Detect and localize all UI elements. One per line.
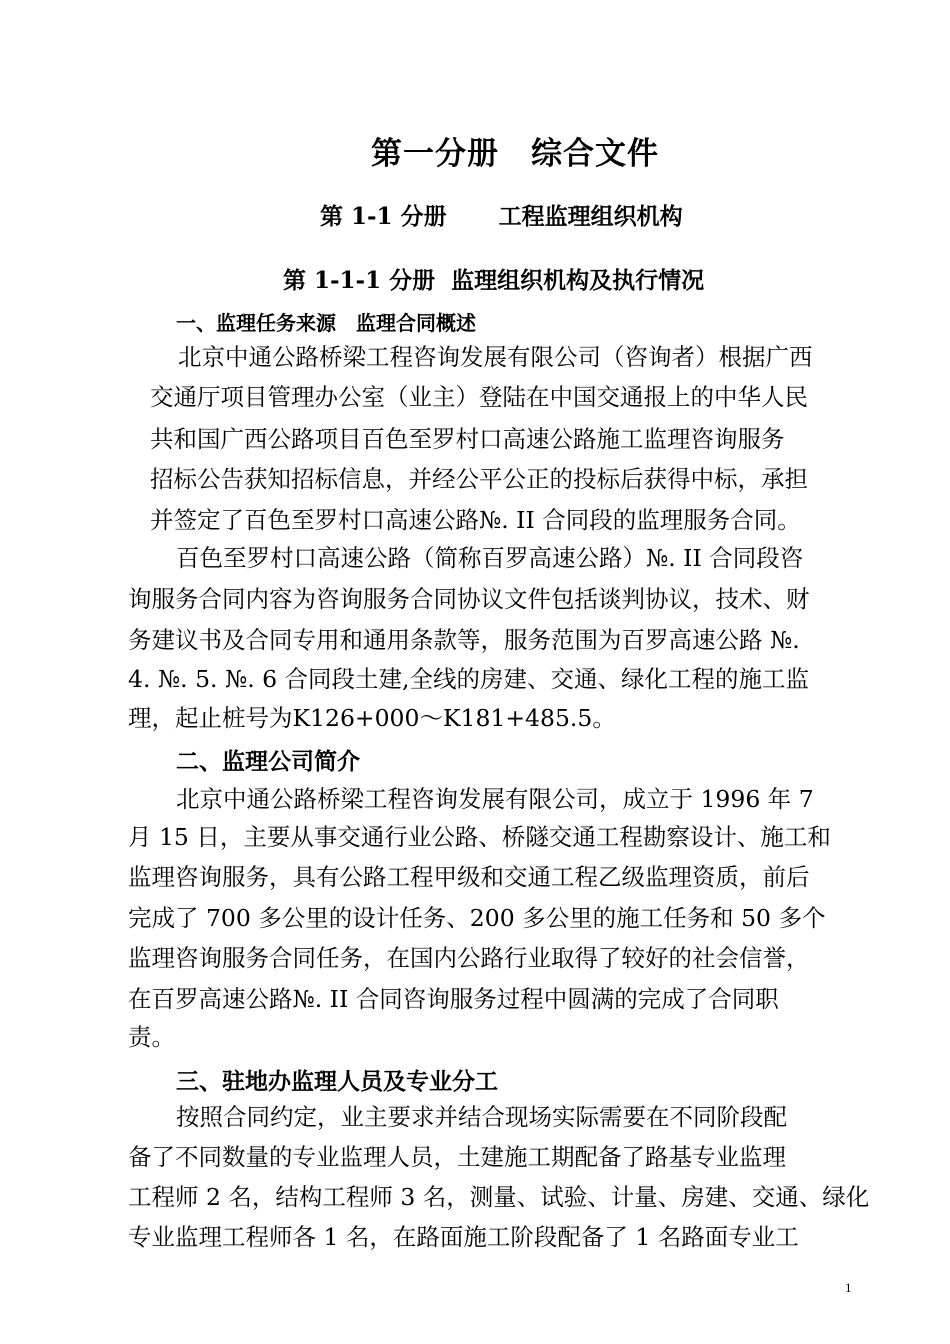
section-3-para-line-3: 工程师 2 名，结构工程师 3 名，测量、试验、计量、房建、交通、绿化 xyxy=(128,1183,870,1211)
section-3-heading: 三、驻地办监理人员及专业分工 xyxy=(176,1068,498,1095)
section-1-para-2-line-2: 询服务合同内容为咨询服务合同协议文件包括谈判协议，技术、财 xyxy=(128,585,810,613)
section-1-para-1-line-2: 交通厅项目管理办公室（业主）登陆在中国交通报上的中华人民 xyxy=(150,383,808,411)
volume-subtitle-text: 工程监理组织机构 xyxy=(498,203,683,230)
section-2-heading: 二、监理公司简介 xyxy=(176,748,360,775)
section-1-heading-a: 一、监理任务来源 xyxy=(176,311,336,335)
section-1-para-2-line-1: 百色至罗村口高速公路（简称百罗高速公路）№. II 合同段咨 xyxy=(176,544,804,572)
section-2-para-line-3: 监理咨询服务，具有公路工程甲级和交通工程乙级监理资质，前后 xyxy=(128,863,810,891)
section-2-para-line-2: 月 15 日，主要从事交通行业公路、桥隧交通工程勘察设计、施工和 xyxy=(128,823,831,851)
section-1-para-2-line-3: 务建议书及合同专用和通用条款等，服务范围为百罗高速公路 №. xyxy=(128,626,800,654)
section-1-para-2-line-5: 理，起止桩号为K126+000～K181+485.5。 xyxy=(128,704,616,732)
section-1-para-1-line-4: 招标公告获知招标信息，并经公平公正的投标后获得中标，承担 xyxy=(150,465,808,493)
volume-subsubtitle-label: 第 1-1-1 分册 xyxy=(283,267,436,294)
section-3-para-line-2: 备了不同数量的专业监理人员，土建施工期配备了路基专业监理 xyxy=(128,1143,786,1171)
volume-subtitle xyxy=(320,198,683,231)
section-2-para-line-6: 在百罗高速公路№. II 合同咨询服务过程中圆满的完成了合同职 xyxy=(128,985,779,1013)
section-1-para-1-line-3: 共和国广西公路项目百色至罗村口高速公路施工监理咨询服务 xyxy=(150,425,785,453)
page-number: 1 xyxy=(845,1280,852,1295)
volume-subsubtitle-text: 监理组织机构及执行情况 xyxy=(451,267,705,294)
section-2-para-line-1: 北京中通公路桥梁工程咨询发展有限公司，成立于 1996 年 7 xyxy=(176,785,814,813)
section-2-para-line-5: 监理咨询服务合同任务，在国内公路行业取得了较好的社会信誉， xyxy=(128,944,810,972)
volume-subtitle-label: 第 1-1 分册 xyxy=(320,203,447,230)
document-title: 第一分册 综合文件 xyxy=(371,136,659,172)
section-1-para-2-line-4: 4. №. 5. №. 6 合同段土建,全线的房建、交通、绿化工程的施工监 xyxy=(128,665,810,693)
section-1-para-1-line-1: 北京中通公路桥梁工程咨询发展有限公司（咨询者）根据广西 xyxy=(178,343,813,371)
section-1-heading xyxy=(176,307,476,336)
section-1-heading-b: 监理合同概述 xyxy=(356,311,476,335)
section-2-para-line-4: 完成了 700 多公里的设计任务、200 多公里的施工任务和 50 多个 xyxy=(128,904,826,932)
section-3-para-line-4: 专业监理工程师各 1 名，在路面施工阶段配备了 1 名路面专业工 xyxy=(128,1223,799,1251)
volume-subsubtitle xyxy=(283,262,704,295)
section-3-para-line-1: 按照合同约定，业主要求并结合现场实际需要在不同阶段配 xyxy=(176,1103,787,1131)
section-1-para-1-line-5: 并签定了百色至罗村口高速公路№. II 合同段的监理服务合同。 xyxy=(150,506,801,534)
section-2-para-line-7: 责。 xyxy=(128,1023,175,1051)
